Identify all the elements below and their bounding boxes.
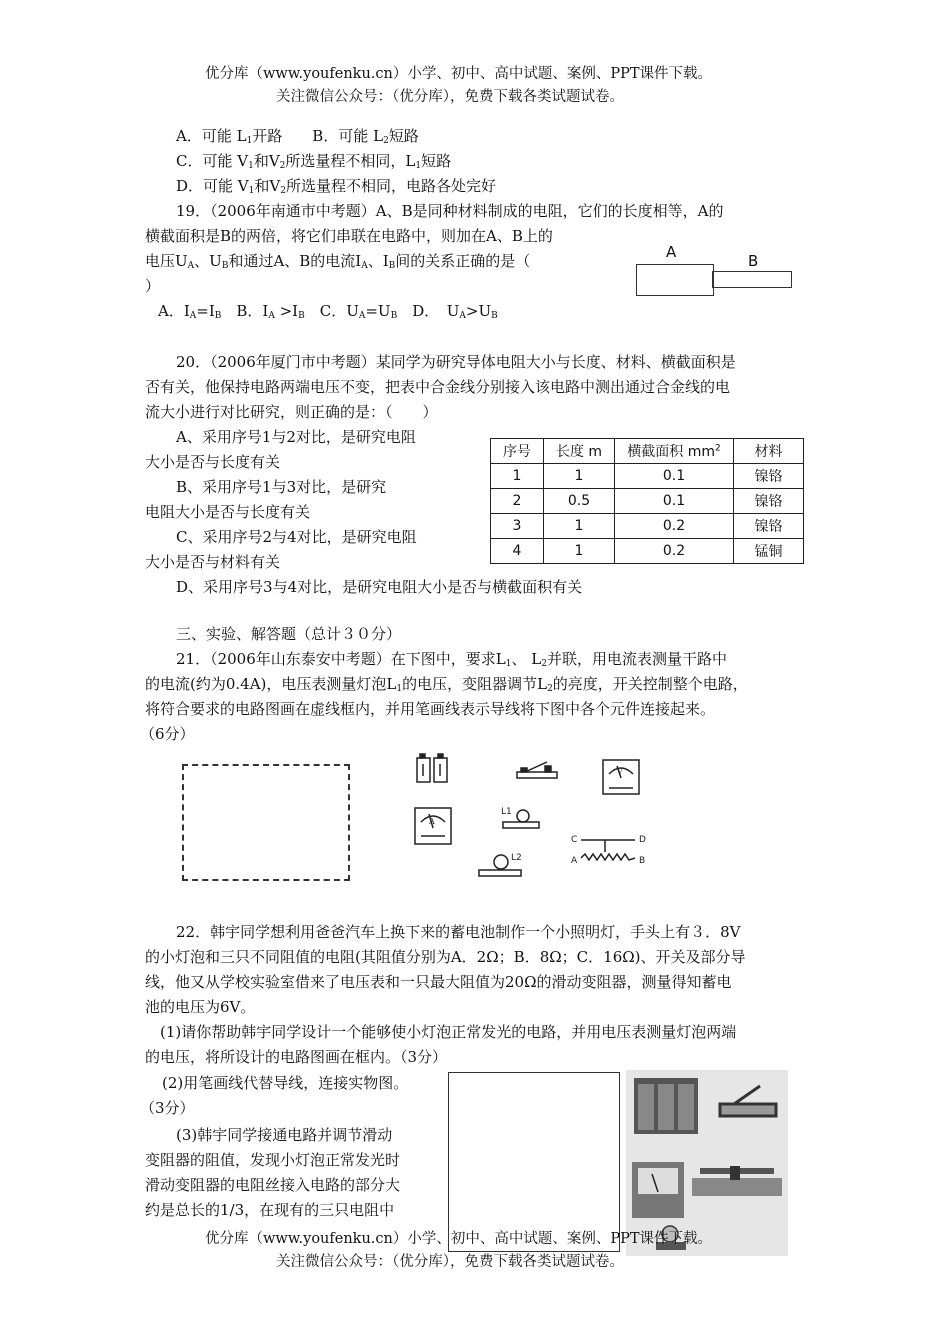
q21-line-3: 将符合要求的电路图画在虚线框内，并用笔画线表示导线将下图中各个元件连接起来。 [145,700,716,718]
table-row [491,514,804,539]
q22-part1-line-2: 的电压，将所设计的电路图画在框内。（3分） [145,1048,448,1066]
table-cell: 1 [544,464,615,489]
storage-battery-icon [634,1078,698,1134]
q22-line-4: 池的电压为6V。 [145,998,256,1016]
q19-options: A．$I_A=I_B$ B．$I_A >I_B$ C．$U_A=U_B$ D． $U_A>U_B$ [158,302,498,321]
section-3-heading: 三、实验、解答题（总计３０分） [176,625,402,643]
rheostat-label-d: D [639,835,646,845]
q20-line-3: 流大小进行对比研究，则正确的是：（ ） [145,403,438,421]
ammeter-icon [415,808,451,844]
q20-option-d: D、采用序号3与4对比，是研究电阻大小是否与横截面积有关 [176,578,583,596]
table-cell: 3 [491,514,544,539]
q22-line-1: 22．韩宇同学想利用爸爸汽车上换下来的蓄电池制作一个小照明灯，手头上有３．8V [176,923,741,941]
voltmeter-icon [603,760,639,794]
q20-line-2: 否有关，他保持电路两端电压不变，把表中合金线分别接入该电路中测出通过合金线的电 [145,378,731,396]
q20-option-b-2: 电阻大小是否与长度有关 [145,503,311,521]
header-line-1: 优分库（www.youfenku.cn）小学、初中、高中试题、案例、PPT课件下载。 [205,66,713,82]
q22-part1-line-1: (1)请你帮助韩宇同学设计一个能够使小灯泡正常发光的电路，并用电压表测量灯泡两端 [160,1023,737,1041]
q22-part3-line-4: 约是总长的1/3，在现有的三只电阻中 [145,1201,395,1219]
q18-option-c: C．可能 $V_1$和$V_2$所选量程不相同，$L_1$短路 [176,152,452,171]
table-cell: 0.2 [615,514,734,539]
q21-line-2: 的电流(约为0.4A)，电压表测量灯泡$L_1$的电压，变阻器调节$L_2$的亮度，开关控制整个电路， [145,675,748,694]
q20-line-1: 20．（2006年厦门市中考题）某同学为研究导体电阻大小与长度、材料、横截面积是 [176,353,736,371]
table-row [491,539,804,564]
battery-icon [417,754,447,782]
table-cell: 镍铬 [734,489,804,514]
table-cell: 4 [491,539,544,564]
q22-part3-line-2: 变阻器的阻值，发现小灯泡正常发光时 [145,1151,401,1169]
q21-line-1: 21．（2006年山东泰安中考题）在下图中，要求$L_1$、 $L_2$并联，用电流表测量干路中 [176,650,727,669]
ammeter-label: A [429,817,435,826]
table-header-cell: 长度 m [544,439,615,464]
q19-line-4: ） [145,277,161,295]
table-header-cell: 序号 [491,439,544,464]
q20-option-c-2: 大小是否与材料有关 [145,553,281,571]
table-cell: 0.5 [544,489,615,514]
footer-line-2: 关注微信公众号：（优分库），免费下载各类试题试卷。 [276,1254,624,1270]
q19-line-2: 横截面积是B的两倍，将它们串联在电路中，则加在A、B上的 [145,227,553,245]
lamp-l1-icon [501,807,539,828]
q18-option-ab: A．可能 $L_1$开路 B．可能 $L_2$短路 [176,127,419,146]
voltmeter-label: V [617,767,623,776]
header-line-2: 关注微信公众号：（优分库），免费下载各类试题试卷。 [276,89,624,105]
q20-option-b-1: B、采用序号1与3对比，是研究 [176,478,387,496]
q22-part3-line-1: (3)韩宇同学接通电路并调节滑动 [176,1126,393,1144]
table-cell: 锰铜 [734,539,804,564]
table-cell: 2 [491,489,544,514]
lamp-l2-label: L2 [511,853,522,863]
table-cell: 1 [544,539,615,564]
table-header-cell: 横截面积 $mm^2$ [615,439,734,464]
lamp-l2-icon [479,853,522,876]
switch-icon [517,762,557,778]
rheostat-icon [571,835,646,866]
table-header-row [491,439,804,464]
q22-part2-line-1: (2)用笔画线代替导线，连接实物图。 [162,1074,409,1092]
rheostat-label-b: B [639,856,646,866]
circuit-components-figure [405,752,665,878]
table-cell: 0.1 [615,489,734,514]
table-cell: 1 [491,464,544,489]
table-header-cell: 材料 [734,439,804,464]
q20-option-c-1: C、采用序号2与4对比，是研究电阻 [176,528,417,546]
table-row [491,489,804,514]
circuit-diagram-frame[interactable] [448,1072,620,1252]
q22-line-2: 的小灯泡和三只不同阻值的电阻(其阻值分别为A．2Ω；B．8Ω；C．16Ω)、开关及部分导 [145,948,746,966]
table-cell: 1 [544,514,615,539]
resistor-b-figure [712,271,792,288]
q22-line-3: 线，他又从学校实验室借来了电压表和一只最大阻值为20Ω的滑动变阻器，测量得知蓄电 [145,973,732,991]
q22-part3-line-3: 滑动变阻器的电阻丝接入电路的部分大 [145,1176,401,1194]
rheostat-label-a: A [571,856,578,866]
voltmeter-photo-icon [632,1162,684,1218]
alloy-wire-table [490,438,804,564]
q20-option-a-1: A、采用序号1与2对比，是研究电阻 [176,428,416,446]
table-cell: 0.1 [615,464,734,489]
table-cell: 镍铬 [734,464,804,489]
lamp-l1-label: L1 [501,807,512,817]
rheostat-label-c: C [571,835,578,845]
sliding-rheostat-icon [692,1166,782,1196]
q20-option-a-2: 大小是否与长度有关 [145,453,281,471]
table-cell: 0.2 [615,539,734,564]
resistor-a-figure [636,264,714,296]
table-cell: 镍铬 [734,514,804,539]
q21-line-4: （6分） [140,725,195,743]
circuit-answer-box[interactable] [182,764,350,881]
figure-label-b: B [748,252,759,270]
table-row [491,464,804,489]
q19-line-3: 电压$U_A$、$U_B$和通过A、B的电流$I_A$、$I_B$间的关系正确的是（ [145,252,531,271]
q18-option-d: D．可能 $V_1$和$V_2$所选量程不相同，电路各处完好 [176,177,496,196]
q19-line-1: 19．（2006年南通市中考题）A、B是同种材料制成的电阻，它们的长度相等，A的 [176,202,724,220]
footer-line-1: 优分库（www.youfenku.cn）小学、初中、高中试题、案例、PPT课件下载。 [205,1231,713,1247]
q22-part2-line-2: （3分） [140,1099,195,1117]
figure-label-a: A [666,243,677,261]
